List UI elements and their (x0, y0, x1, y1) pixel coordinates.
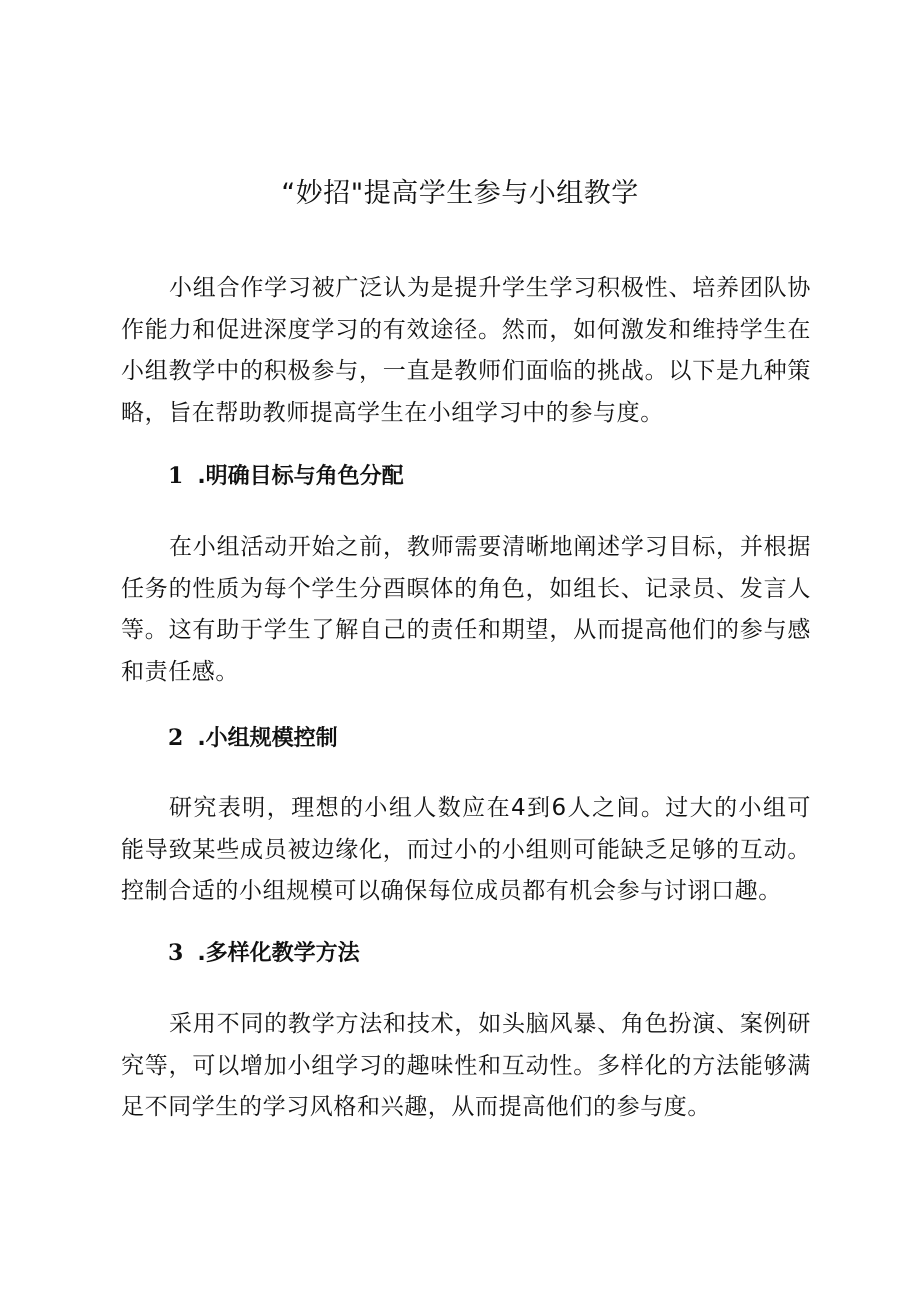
section-heading-2 (168, 722, 338, 755)
section-body-1: 在小组活动开始之前，教师需要清晰地阐述学习目标，并根据任务的性质为每个学生分酉暝体的角色，如组长、记录员、发言人等。这有助于学生了解自己的责任和期望，从而提高他们的参与感和责任感。 (121, 534, 811, 685)
section-number-1: 1 (168, 463, 184, 489)
section-heading-3 (168, 937, 360, 970)
section-title-3: .多样化教学方法 (197, 941, 360, 966)
section-number-3: 3 (168, 940, 184, 966)
document-title: “妙招"提高学生参与小组教学 (281, 178, 639, 209)
section-body-3: 采用不同的教学方法和技术，如头脑风暴、角色扮演、案例研究等，可以增加小组学习的趣味性和互动性。多样化的方法能够满足不同学生的学习风格和兴趣，从而提高他们的参与度。 (121, 1011, 811, 1120)
intro-paragraph: 小组合作学习被广泛认为是提升学生学习积极性、培养团队协作能力和促进深度学习的有效途径。然而，如何激发和维持学生在小组教学中的积极参与，一直是教师们面临的挑战。以下是九种策略，旨在帮助教师提高学生在小组学习中的参与度。 (121, 275, 811, 426)
section-title-1: .明确目标与角色分配 (197, 464, 404, 489)
section-number-2: 2 (168, 725, 184, 751)
section-title-2: .小组规模控制 (197, 726, 338, 751)
section-heading-1 (168, 460, 404, 493)
section-body-2: 研究表明，理想的小组人数应在4到6人之间。过大的小组可能导致某些成员被边缘化，而过小的小组则可能缺乏足够的互动。控制合适的小组规模可以确保每位成员都有机会参与讨诩口趣。 (121, 795, 811, 904)
